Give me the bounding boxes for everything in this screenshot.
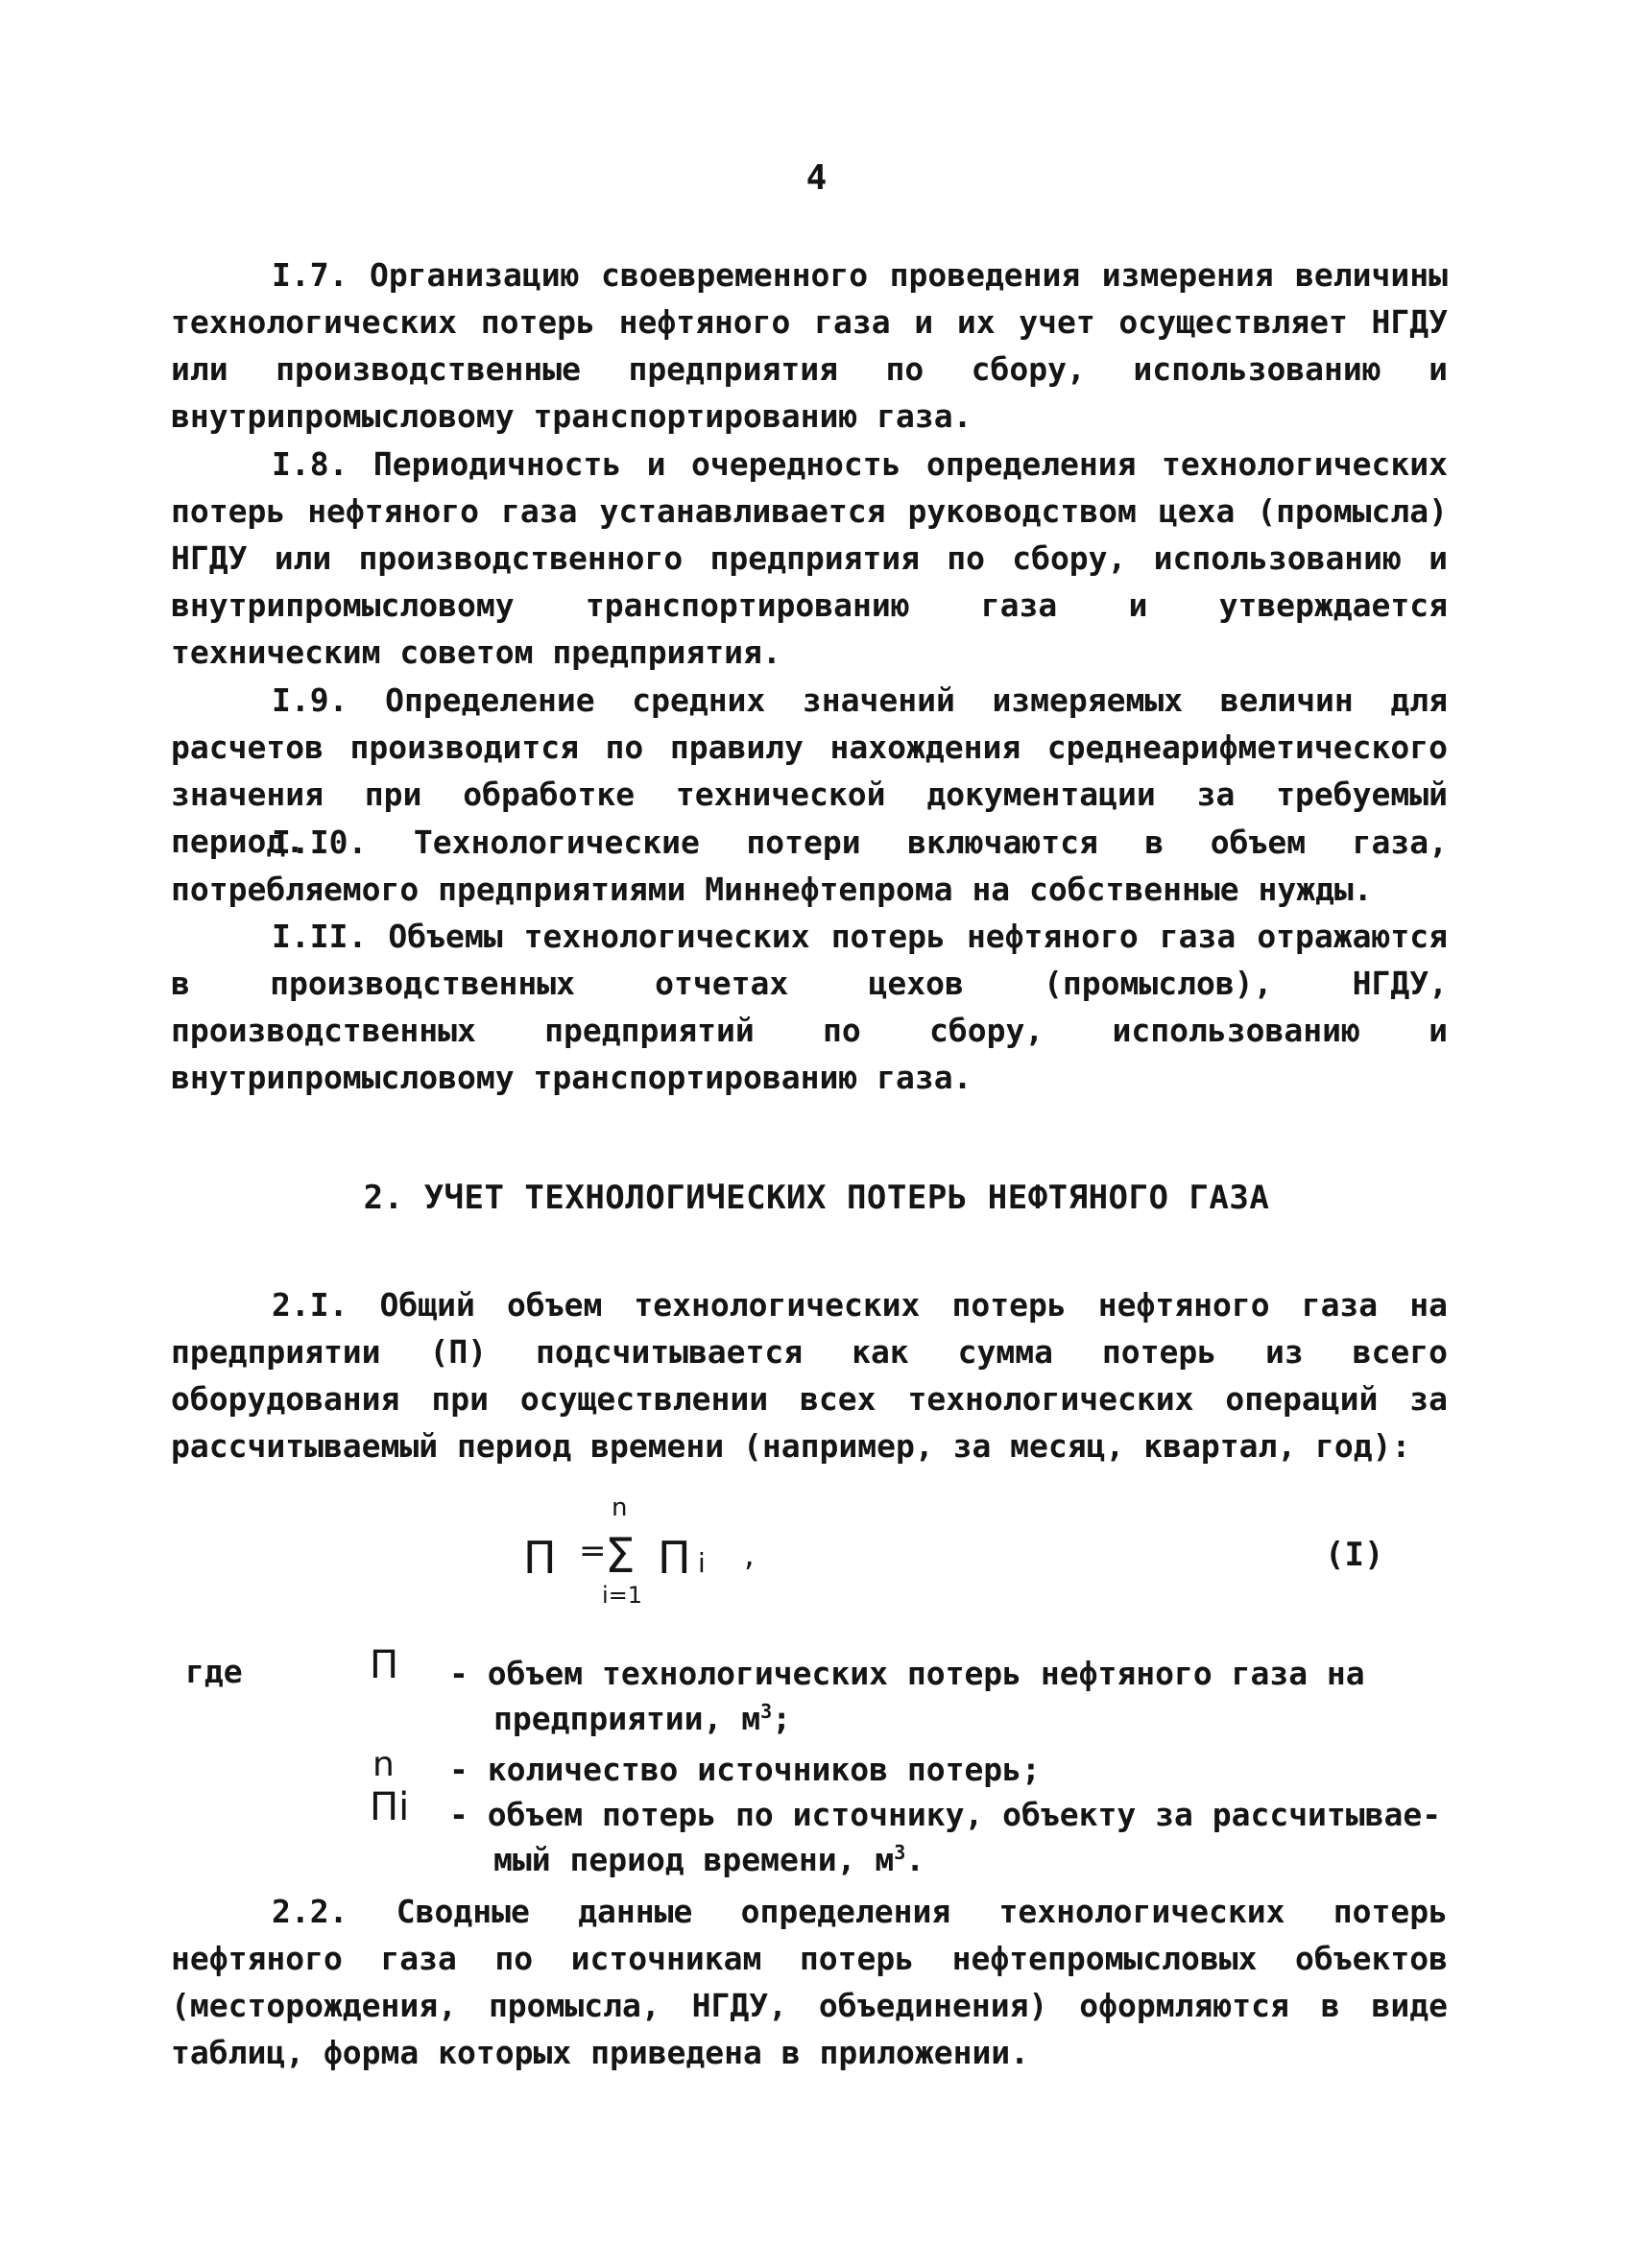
formula-sigma: Σ xyxy=(605,1528,636,1584)
paragraph-2-1: 2.I. Общий объем технологических потерь нефтяного газа на предприятии (П) подсчитывается как сумма потерь из всего оборудования при осуществлении всех технологических операций за рассчитываемый период времени (например, за месяц, квартал, год): xyxy=(171,1286,1448,1465)
formula-term: П xyxy=(658,1532,691,1584)
paragraph-1-8: I.8. Периодичность и очередность определения технологических потерь нефтяного газа устанавливается руководством цеха (промысла) НГДУ или производственного предприятия по сбору, использованию и внутрипромысловому транспортированию газа и утверждается техническим советом предприятия. xyxy=(171,445,1448,671)
legend-line: количество источников потерь; xyxy=(487,1751,1041,1788)
formula-lhs: П xyxy=(523,1532,557,1584)
page-number: 4 xyxy=(805,158,828,198)
legend-dash: - xyxy=(449,1655,468,1692)
legend-dash: - xyxy=(449,1796,468,1833)
legend-item-total xyxy=(449,1651,1448,1741)
paragraph-1-9: I.9. Определение средних значений измеряемых величин для расчетов производится по правилу нахождения среднеарифметического значения при обработке технической документации за требуемый период. xyxy=(171,681,1448,860)
formula-lower-limit: i=1 xyxy=(602,1582,643,1609)
paragraph-2-2: 2.2. Сводные данные определения технологических потерь нефтяного газа по источникам потерь нефтепромысловых объектов (месторождения, промысла, НГДУ, объединения) оформляются в виде таблиц, форма которых приведена в приложении. xyxy=(171,1893,1448,2071)
legend-line: объем потерь по источнику, объекту за рассчитывае- xyxy=(487,1796,1442,1833)
paragraph-1-7: I.7. Организацию своевременного проведения измерения величины технологических потерь нефтяного газа и их учет осуществляет НГДУ или производственные предприятия по сбору, использованию и внутрипромысловому транспортированию газа. xyxy=(171,256,1448,435)
legend-superscript: 3 xyxy=(760,1700,773,1723)
legend-dash: - xyxy=(449,1751,468,1788)
sum-formula xyxy=(523,1493,811,1639)
formula-equals: = xyxy=(579,1532,607,1570)
legend-symbol-source: Пi xyxy=(370,1785,410,1829)
paragraph-1-11: I.II. Объемы технологических потерь нефтяного газа отражаются в производственных отчетах цехов (промыслов), НГДУ, производственных предприятий по сбору, использованию и внутрипромысловому транспортированию газа. xyxy=(171,918,1448,1096)
section-heading: 2. УЧЕТ ТЕХНОЛОГИЧЕСКИХ ПОТЕРЬ НЕФТЯНОГО ГАЗА xyxy=(363,1179,1270,1217)
legend-tail: . xyxy=(905,1841,925,1878)
legend-line: предприятии, м xyxy=(493,1700,761,1737)
formula-upper-limit: n xyxy=(612,1493,628,1522)
legend-symbol-count: n xyxy=(372,1745,395,1784)
legend-item-count xyxy=(449,1747,1448,1792)
paragraph-1-10: I.I0. Технологические потери включаются в объем газа, потребляемого предприятиями Миннефтепрома на собственные нужды. xyxy=(171,824,1448,908)
formula-number: (I) xyxy=(1325,1536,1384,1574)
legend-line: мый период времени, м xyxy=(493,1841,895,1878)
formula-subscript: i xyxy=(698,1547,706,1579)
formula-comma: , xyxy=(744,1536,755,1574)
where-label: где xyxy=(185,1653,243,1690)
legend-line: объем технологических потерь нефтяного газа на xyxy=(487,1655,1365,1692)
legend-symbol-total: П xyxy=(370,1643,399,1687)
legend-item-source xyxy=(449,1792,1448,1882)
legend-tail: ; xyxy=(772,1700,792,1737)
legend-superscript: 3 xyxy=(894,1841,906,1864)
